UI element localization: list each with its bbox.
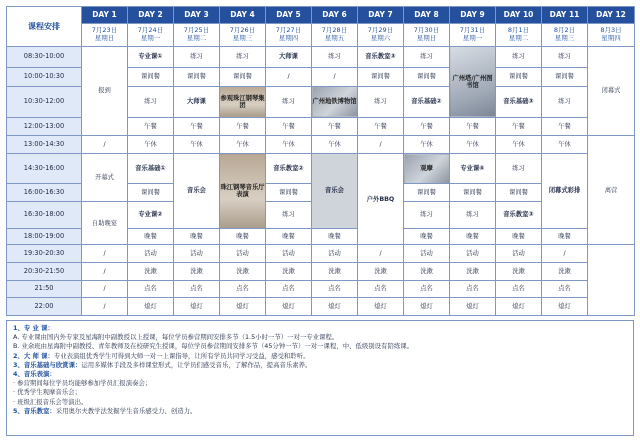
schedule-cell: 活动 <box>404 245 450 263</box>
schedule-cell: 课间餐 <box>358 67 404 86</box>
schedule-cell: 点名 <box>266 281 312 298</box>
date-header <box>496 23 542 46</box>
weekday-label: 星期一 <box>462 33 483 42</box>
schedule-cell: 熄灯 <box>496 298 542 316</box>
date-header <box>542 23 588 46</box>
schedule-cell: 熄灯 <box>128 298 174 316</box>
schedule-cell: 课间餐 <box>404 67 450 86</box>
schedule-cell: 洗漱 <box>450 263 496 281</box>
schedule-cell: 练习 <box>266 86 312 118</box>
schedule-cell: 午餐 <box>174 118 220 136</box>
schedule-cell: 午休 <box>220 136 266 154</box>
schedule-cell: 音乐基础① <box>128 154 174 183</box>
date-header <box>266 23 312 46</box>
schedule-cell: 午餐 <box>128 118 174 136</box>
day-header: DAY 11 <box>542 7 588 24</box>
schedule-cell: 洗漱 <box>128 263 174 281</box>
schedule-cell: 熄灯 <box>220 298 266 316</box>
note-item <box>13 407 627 416</box>
schedule-cell: / <box>358 136 404 154</box>
schedule-cell: / <box>82 136 128 154</box>
schedule-cell: 活动 <box>220 245 266 263</box>
schedule-cell: 点名 <box>542 281 588 298</box>
schedule-cell: 午休 <box>266 136 312 154</box>
note-heading: 4、音乐表演： <box>13 370 56 379</box>
schedule-cell: / <box>542 245 588 263</box>
schedule-cell: 活动 <box>128 245 174 263</box>
weekday-label: 星期五 <box>324 33 345 42</box>
schedule-cell: 课间餐 <box>220 67 266 86</box>
schedule-cell: / <box>358 245 404 263</box>
schedule-cell: 离营 <box>588 136 635 245</box>
excursion-cell: 广州塔/广州图书馆 <box>450 46 496 117</box>
schedule-cell: 点名 <box>220 281 266 298</box>
schedule-cell: 晚餐 <box>404 228 450 245</box>
schedule-cell: 练习 <box>174 46 220 67</box>
schedule-cell: 课间餐 <box>128 183 174 202</box>
time-slot: 10:30-12:00 <box>7 86 82 118</box>
date-label: 7月24日 <box>137 26 164 35</box>
schedule-cell: 洗漱 <box>266 263 312 281</box>
schedule-cell: 练习 <box>312 46 358 67</box>
time-slot: 10:00-10:30 <box>7 67 82 86</box>
schedule-cell: 活动 <box>312 245 358 263</box>
excursion-cell: 参观珠江钢琴集团 <box>220 86 266 118</box>
weekday-label: 星期日 <box>416 33 437 42</box>
day-header: DAY 3 <box>174 7 220 24</box>
time-slot: 19:30-20:30 <box>7 245 82 263</box>
date-label: 7月30日 <box>413 26 440 35</box>
weekday-label: 星期一 <box>140 33 161 42</box>
schedule-cell: 洗漱 <box>220 263 266 281</box>
time-slot: 14:30-16:00 <box>7 154 82 183</box>
schedule-cell: 音乐基础② <box>404 86 450 118</box>
schedule-cell: 课间餐 <box>266 183 312 202</box>
schedule-cell: 晚餐 <box>174 228 220 245</box>
schedule-cell: 熄灯 <box>174 298 220 316</box>
schedule-cell: 午休 <box>542 136 588 154</box>
schedule-cell: 音乐教室② <box>266 154 312 183</box>
date-label: 7月25日 <box>183 26 210 35</box>
schedule-cell: 练习 <box>404 46 450 67</box>
schedule-cell: 晚餐 <box>220 228 266 245</box>
schedule-cell: 点名 <box>174 281 220 298</box>
schedule-cell: 练习 <box>266 202 312 228</box>
schedule-cell: 午餐 <box>450 118 496 136</box>
schedule-cell: 洗漱 <box>496 263 542 281</box>
schedule-cell: 音乐会 <box>312 154 358 229</box>
schedule-cell: / <box>266 67 312 86</box>
weekday-label: 星期三 <box>232 33 253 42</box>
note-heading: 5、音乐教室： <box>13 406 56 415</box>
schedule-cell: 练习 <box>496 154 542 183</box>
schedule-cell: 晚餐 <box>128 228 174 245</box>
schedule-cell: 开幕式 <box>82 154 128 202</box>
schedule-cell: 点名 <box>496 281 542 298</box>
weekday-label: 星期二 <box>508 33 529 42</box>
schedule-cell: 点名 <box>358 281 404 298</box>
schedule-cell: 活动 <box>266 245 312 263</box>
performance-cell: 珠江钢琴音乐厅表演 <box>220 154 266 229</box>
schedule-cell: 练习 <box>220 46 266 67</box>
schedule-cell: 练习 <box>358 86 404 118</box>
date-label: 7月26日 <box>229 26 256 35</box>
schedule-cell: 午休 <box>174 136 220 154</box>
schedule-cell: 活动 <box>174 245 220 263</box>
schedule-cell: 晚餐 <box>312 228 358 245</box>
weekday-label: 星期三 <box>554 33 575 42</box>
time-slot: 18:00-19:00 <box>7 228 82 245</box>
schedule-cell: 点名 <box>450 281 496 298</box>
date-label: 7月23日 <box>91 26 118 35</box>
date-header <box>128 23 174 46</box>
day-header: DAY 4 <box>220 7 266 24</box>
schedule-cell: 活动 <box>496 245 542 263</box>
schedule-cell: 点名 <box>128 281 174 298</box>
schedule-cell: 音乐会 <box>174 154 220 229</box>
schedule-cell: / <box>312 67 358 86</box>
time-slot: 20:30-21:50 <box>7 263 82 281</box>
date-label: 7月31日 <box>459 26 486 35</box>
schedule-cell: 午餐 <box>312 118 358 136</box>
schedule-cell: 午休 <box>404 136 450 154</box>
date-label: 7月27日 <box>275 26 302 35</box>
schedule-cell: 熄灯 <box>542 298 588 316</box>
time-slot: 21:50 <box>7 281 82 298</box>
schedule-cell: 午休 <box>450 136 496 154</box>
weekday-label: 星期六 <box>370 33 391 42</box>
note-line: A. 专业课由国内外专家及星海附中副教授以上授课，每位学员参营期间安排多节（1.5小时一节）一对一专业课程。 <box>13 333 339 342</box>
note-line: 运用多媒体手段及多样课堂形式，让学员们感受音乐，了解作品，提高音乐素养。 <box>81 360 312 369</box>
day-header: DAY 10 <box>496 7 542 24</box>
schedule-cell: 音乐教室③ <box>358 46 404 67</box>
date-label: 8月1日 <box>507 26 530 35</box>
schedule-cell: 洗漱 <box>174 263 220 281</box>
schedule-cell: 大师课 <box>174 86 220 118</box>
date-label: 7月29日 <box>367 26 394 35</box>
time-slot: 12:00-13:00 <box>7 118 82 136</box>
schedule-cell: 练习 <box>404 202 450 228</box>
schedule-cell: 活动 <box>450 245 496 263</box>
schedule-cell: 闭幕式彩排 <box>542 154 588 229</box>
schedule-cell: 午休 <box>496 136 542 154</box>
schedule-cell: 晚餐 <box>542 228 588 245</box>
schedule-cell: 午餐 <box>496 118 542 136</box>
schedule-cell: 大师课 <box>266 46 312 67</box>
schedule-cell: 午餐 <box>220 118 266 136</box>
schedule-cell: 观摩 <box>404 154 450 183</box>
schedule-title: 课程安排 <box>7 7 82 47</box>
note-item <box>13 361 627 370</box>
schedule-cell: 熄灯 <box>312 298 358 316</box>
schedule-cell: 午餐 <box>542 118 588 136</box>
schedule-cell: 点名 <box>404 281 450 298</box>
schedule-cell: 专业课④ <box>450 154 496 183</box>
weekday-label: 星期二 <box>186 33 207 42</box>
date-label: 8月2日 <box>553 26 576 35</box>
note-line: 采用奥尔夫教学法发掘学生音乐感受力、创造力。 <box>55 406 197 415</box>
schedule-cell: 熄灯 <box>266 298 312 316</box>
time-slot: 13:00-14:30 <box>7 136 82 154</box>
schedule-cell: 晚餐 <box>450 228 496 245</box>
date-header <box>312 23 358 46</box>
day-header: DAY 6 <box>312 7 358 24</box>
note-line: · 参营期间每位学员均能够参加学员汇报演奏会； <box>13 379 152 388</box>
time-slot: 16:00-16:30 <box>7 183 82 202</box>
time-slot: 22:00 <box>7 298 82 316</box>
schedule-cell: 午餐 <box>358 118 404 136</box>
schedule-cell: 洗漱 <box>358 263 404 281</box>
schedule-cell: 午餐 <box>266 118 312 136</box>
schedule-cell <box>588 245 635 316</box>
date-header <box>220 23 266 46</box>
schedule-cell: 午餐 <box>404 118 450 136</box>
schedule-cell: 午休 <box>128 136 174 154</box>
schedule-cell: 练习 <box>128 86 174 118</box>
date-header <box>404 23 450 46</box>
date-label: 7月28日 <box>321 26 348 35</box>
schedule-cell: 熄灯 <box>404 298 450 316</box>
schedule-cell: 自助晚宴 <box>82 202 128 245</box>
schedule-cell: 练习 <box>450 202 496 228</box>
note-item <box>13 352 627 361</box>
date-header <box>450 23 496 46</box>
note-line: 专业表演组优秀学生可得到大师一对一上课指导，让所有学员共同学习受益，感受和聆听。 <box>53 351 310 360</box>
schedule-cell: 报到 <box>82 46 128 135</box>
schedule-cell: 洗漱 <box>312 263 358 281</box>
date-label: 8月3日 <box>600 26 622 35</box>
schedule-cell: / <box>82 281 128 298</box>
weekday-label: 星期四 <box>278 33 299 42</box>
schedule-cell: 课间餐 <box>128 67 174 86</box>
time-slot: 16:30-18:00 <box>7 202 82 228</box>
schedule-cell: / <box>82 298 128 316</box>
schedule-cell: 专业课① <box>128 46 174 67</box>
schedule-cell: 课间餐 <box>542 67 588 86</box>
date-header <box>358 23 404 46</box>
schedule-cell: 专业课② <box>128 202 174 228</box>
schedule-cell: 熄灯 <box>358 298 404 316</box>
notes-panel <box>6 320 634 436</box>
day-header: DAY 8 <box>404 7 450 24</box>
schedule-cell: 晚餐 <box>496 228 542 245</box>
schedule-cell: 课间餐 <box>450 183 496 202</box>
schedule-cell: 练习 <box>496 46 542 67</box>
schedule-cell: 熄灯 <box>450 298 496 316</box>
excursion-cell: 广州地铁博物馆 <box>312 86 358 118</box>
schedule-cell: 练习 <box>542 46 588 67</box>
schedule-cell: 洗漱 <box>404 263 450 281</box>
day-header: DAY 9 <box>450 7 496 24</box>
note-heading: 2、大 师 课： <box>13 351 54 360</box>
note-heading: 1、专 业 课： <box>13 324 54 332</box>
schedule-cell: 课间餐 <box>496 183 542 202</box>
day-header: DAY 5 <box>266 7 312 24</box>
schedule-cell: 午休 <box>312 136 358 154</box>
schedule-cell: 课间餐 <box>174 67 220 86</box>
schedule-cell: / <box>82 245 128 263</box>
day-header: DAY 2 <box>128 7 174 24</box>
note-line: · 优秀学生观摩音乐会； <box>13 388 81 397</box>
schedule-cell: 闭幕式 <box>588 46 635 135</box>
weekday-label: 星期四 <box>601 33 621 42</box>
schedule-cell: 练习 <box>542 86 588 118</box>
note-line: B. 业余班由星海附中副教授、青年教师及在校研究生授课，每位学员参营期间安排多节（45分钟一节）一对一课程，中、低级别设有陪练课。 <box>13 342 414 351</box>
day-header: DAY 7 <box>358 7 404 24</box>
note-heading: 3、音乐基础与欣赏课： <box>13 360 82 369</box>
time-slot: 08:30-10:00 <box>7 46 82 67</box>
schedule-cell: 洗漱 <box>542 263 588 281</box>
schedule-table <box>6 6 635 316</box>
schedule-cell: / <box>82 263 128 281</box>
weekday-label: 星期日 <box>94 33 115 42</box>
schedule-cell: 户外BBQ <box>358 154 404 245</box>
day-header: DAY 12 <box>588 7 635 24</box>
schedule-cell: 课间餐 <box>404 183 450 202</box>
note-line: · 班级汇报音乐会等演出。 <box>13 397 88 406</box>
date-header <box>588 23 635 46</box>
date-header <box>82 23 128 46</box>
schedule-cell: 点名 <box>312 281 358 298</box>
schedule-cell: 音乐教室③ <box>496 202 542 228</box>
date-header <box>174 23 220 46</box>
day-header: DAY 1 <box>82 7 128 24</box>
schedule-cell: 音乐基础③ <box>496 86 542 118</box>
schedule-cell: 课间餐 <box>496 67 542 86</box>
schedule-cell: 晚餐 <box>266 228 312 245</box>
